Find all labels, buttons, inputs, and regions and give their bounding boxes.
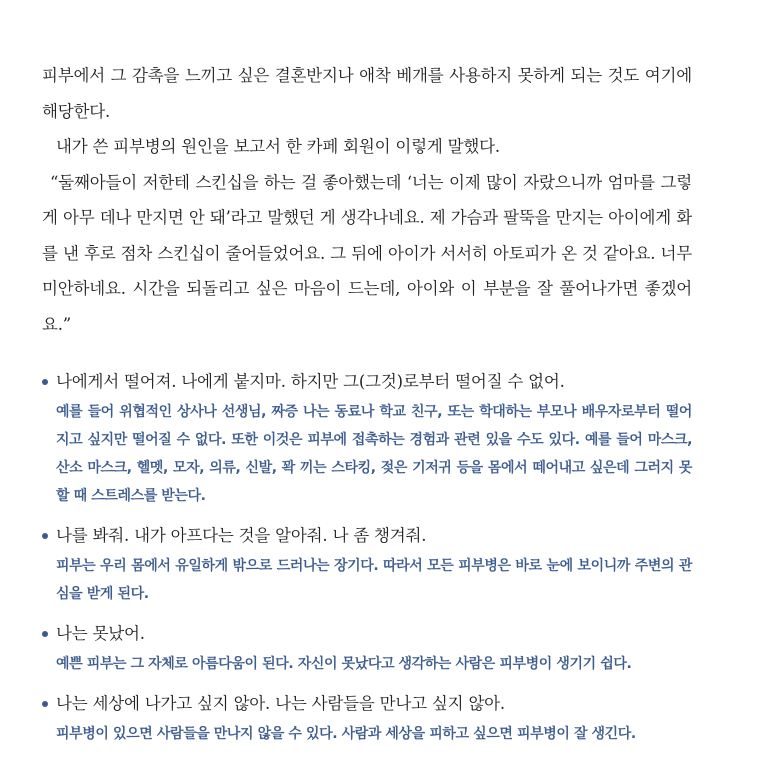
bullet-item [42,522,692,608]
paragraph-intro: 피부에서 그 감촉을 느끼고 싶은 결혼반지나 애착 베개를 사용하지 못하게 되는 것도 여기에 해당한다. [42,66,692,121]
paragraph-cafe-member: 내가 쓴 피부병의 원인을 보고서 한 카페 회원이 이렇게 말했다. [56,137,500,156]
bullet-heading: 나를 봐줘. 내가 아프다는 것을 알아줘. 나 좀 챙겨줘. [56,526,427,545]
bullet-body: 예쁜 피부는 그 자체로 아름다움이 된다. 자신이 못났다고 생각하는 사람은 피부병이 생기기 쉽다. [56,656,632,672]
bullet-item [42,690,692,748]
bullet-item [42,620,692,678]
bullet-dot-icon [42,379,48,385]
bullet-body: 피부는 우리 몸에서 유일하게 밖으로 드러나는 장기다. 따라서 모든 피부병은 바로 눈에 보이니까 주변의 관심을 받게 된다. [56,558,692,602]
bullet-body: 예를 들어 위협적인 상사나 선생님, 짜증 나는 동료나 학교 친구, 또는 학대하는 부모나 배우자로부터 떨어지고 싶지만 떨어질 수 없다. 또한 이것은 피부에 접촉하는 경험과 관련 있을 수도 있다. 예를 들어 마스크, 산소 마스크, 헬멧, 모자, 의류, 신발, 꽉 끼는 스타킹, 젖은 기저귀 등을 몸에서 떼어내고 싶은데 그러지 못할 때 스트레스를 받는다. [56,404,692,504]
bullet-dot-icon [42,533,48,539]
bullet-heading: 나는 못났어. [56,624,145,643]
bullet-body: 피부병이 있으면 사람들을 만나지 않을 수 있다. 사람과 세상을 피하고 싶으면 피부병이 잘 생긴다. [56,726,636,742]
paragraph-quote: “둘째아들이 저한테 스킨십을 하는 걸 좋아했는데 ‘너는 이제 많이 자랐으니까 엄마를 그렇게 아무 데나 만지면 안 돼’라고 말했던 게 생각나네요. 제 가슴과 팔뚝을 만지는 아이에게 화를 낸 후로 점차 스킨십이 줄어들었어요. 그 뒤에 아이가 서서히 아토피가 온 것 같아요. 너무 미안하네요. 시간을 되돌리고 싶은 마음이 드는데, 아이와 이 부분을 잘 풀어나가면 좋겠어요.” [42,172,692,334]
bullet-dot-icon [42,701,48,707]
bullet-list [42,368,692,748]
bullet-heading: 나에게서 떨어져. 나에게 붙지마. 하지만 그(그것)로부터 떨어질 수 없어. [56,372,565,391]
bullet-item [42,368,692,510]
bullet-heading: 나는 세상에 나가고 싶지 않아. 나는 사람들을 만나고 싶지 않아. [56,694,505,713]
document-page [42,58,692,760]
bullet-dot-icon [42,631,48,637]
